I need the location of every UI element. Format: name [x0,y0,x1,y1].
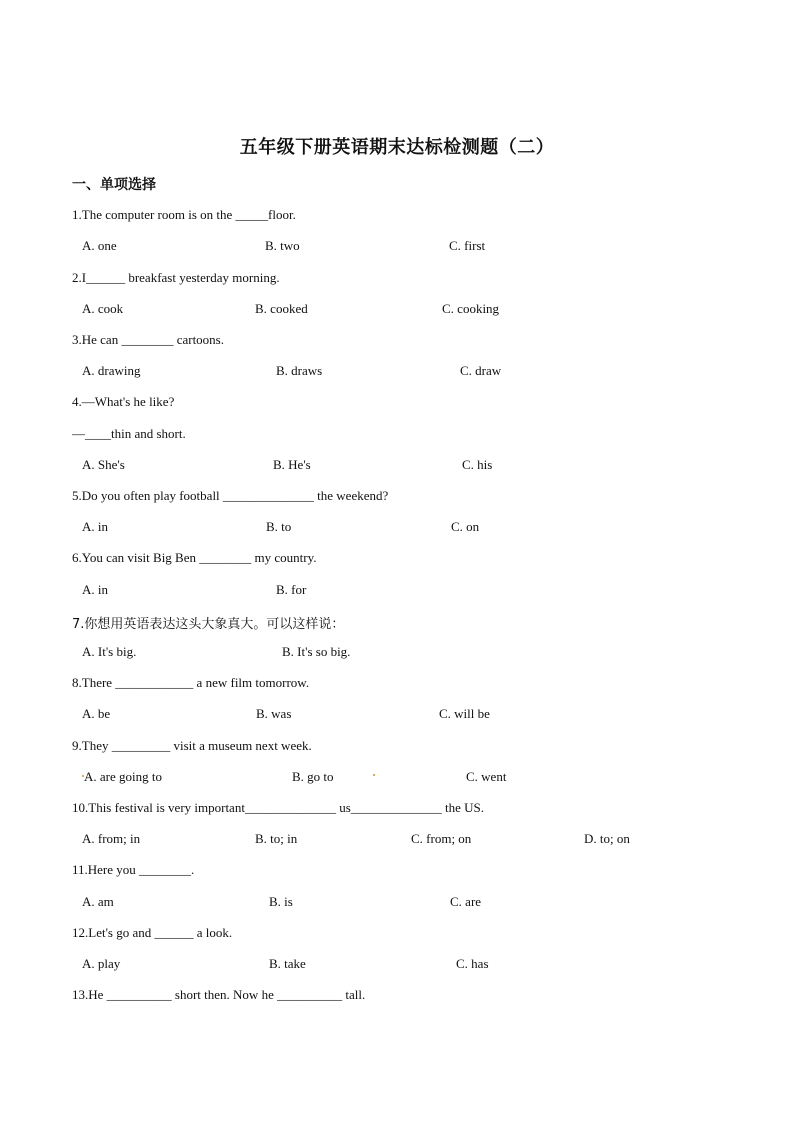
question-11: 11.Here you ________. [72,862,195,877]
q7-option-b: B. It's so big. [282,644,351,659]
question-12: 12.Let's go and ______ a look. [72,925,233,940]
q2-option-b: B. cooked [255,301,308,316]
question-1: 1.The computer room is on the _____floor. [72,207,296,222]
section-heading: 一、单项选择 [72,177,156,193]
q8-option-a: A. be [82,706,111,721]
page-title: 五年级下册英语期末达标检测题（二） [239,137,555,158]
q10-option-d: D. to; on [584,831,630,846]
q12-option-c: C. has [456,956,489,971]
q11-option-a: A. am [82,894,114,909]
question-8: 8.There ____________ a new film tomorrow. [72,675,310,690]
q3-option-a: A. drawing [82,363,141,378]
q10-option-c: C. from; on [411,831,472,846]
q11-option-c: C. are [450,894,482,909]
question-4: 4.—What's he like? [72,394,175,409]
q7-option-a: A. It's big. [82,644,137,659]
q1-option-a: A. one [82,238,117,253]
q2-option-a: A. cook [82,301,124,316]
q9-option-b: B. go to [292,769,334,784]
question-2: 2.I______ breakfast yesterday morning. [72,270,280,285]
q11-option-b: B. is [269,894,293,909]
q4-option-a: A. She's [82,457,125,472]
question-6: 6.You can visit Big Ben ________ my country. [72,550,317,565]
question-7: 7.你想用英语表达这头大象真大。可以这样说： [72,617,345,632]
q8-option-c: C. will be [439,706,490,721]
speck-mark [373,774,375,776]
q1-option-c: C. first [449,238,486,253]
q2-option-c: C. cooking [442,301,500,316]
q4-option-b: B. He's [273,457,311,472]
q5-option-c: C. on [451,519,480,534]
q10-option-b: B. to; in [255,831,298,846]
q3-option-b: B. draws [276,363,323,378]
question-10: 10.This festival is very important______________ us______________ the US. [72,800,485,815]
q4-option-c: C. his [462,457,493,472]
q8-option-b: B. was [256,706,292,721]
q1-option-b: B. two [265,238,300,253]
q9-option-a: A. are going to [84,769,162,784]
q5-option-b: B. to [266,519,292,534]
q5-option-a: A. in [82,519,108,534]
q10-option-a: A. from; in [82,831,141,846]
question-13: 13.He __________ short then. Now he __________ tall. [72,987,366,1002]
q3-option-c: C. draw [460,363,502,378]
q9-option-c: C. went [466,769,507,784]
question-4-line-2: —____thin and short. [72,426,186,441]
question-5: 5.Do you often play football ______________ the weekend? [72,488,389,503]
q6-option-a: A. in [82,582,108,597]
q6-option-b: B. for [276,582,307,597]
q12-option-b: B. take [269,956,306,971]
q12-option-a: A. play [82,956,121,971]
question-9: 9.They _________ visit a museum next week. [72,738,312,753]
question-3: 3.He can ________ cartoons. [72,332,224,347]
